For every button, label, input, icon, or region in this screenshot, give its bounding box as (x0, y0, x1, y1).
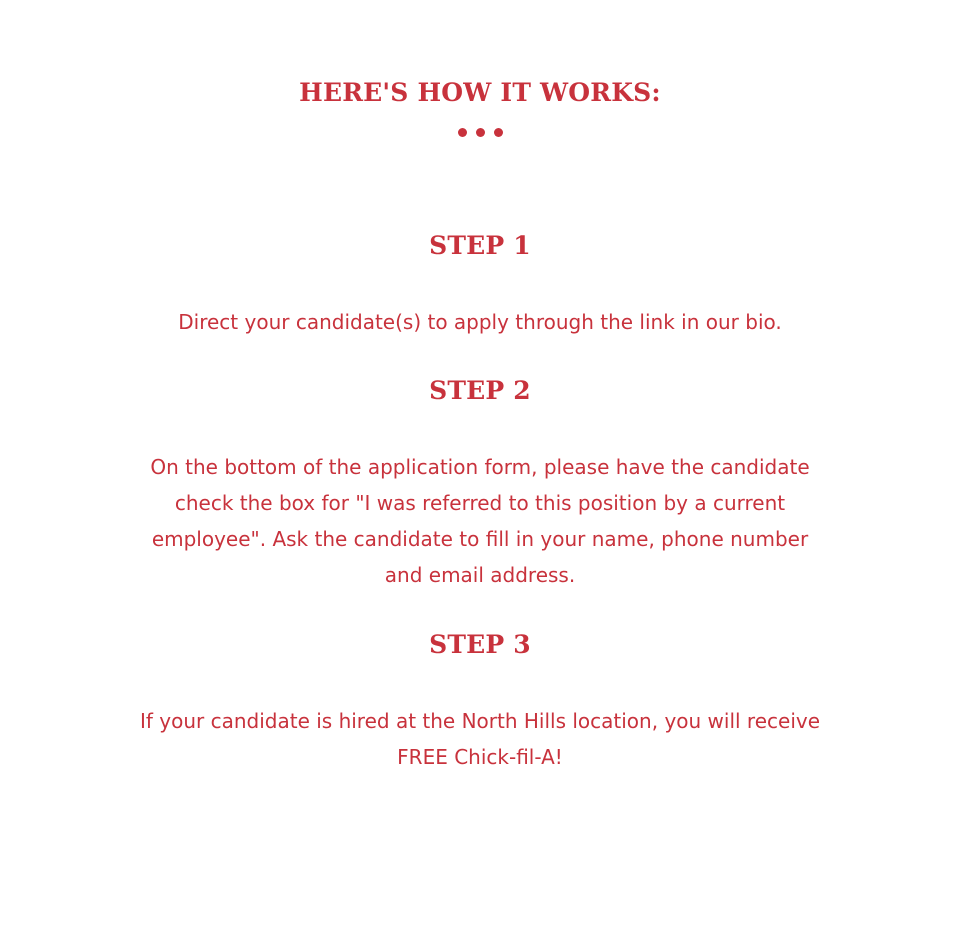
dot-icon (458, 128, 467, 137)
page-title: HERE'S HOW IT WORKS: (299, 78, 661, 107)
step-2-line: and email address. (384, 563, 576, 587)
step-1-title: STEP 1 (429, 231, 531, 260)
step-3-text (60, 703, 900, 775)
step-2-title: STEP 2 (429, 376, 531, 405)
step-2-line: check the box for "I was referred to this position by a current (174, 491, 786, 515)
step-2-line: employee". Ask the candidate to fill in your name, phone number (151, 527, 809, 551)
three-dots-icon (0, 128, 960, 137)
dot-icon (476, 128, 485, 137)
step-2-line: On the bottom of the application form, please have the candidate (150, 455, 810, 479)
step-2-text (80, 449, 880, 593)
dot-icon (494, 128, 503, 137)
step-1-text (80, 304, 880, 340)
step-3-line: If your candidate is hired at the North Hills location, you will receive (139, 709, 821, 733)
step-3-line: FREE Chick-fil-A! (397, 745, 563, 769)
step-3-title: STEP 3 (429, 630, 531, 659)
step-1-line: Direct your candidate(s) to apply through the link in our bio. (178, 310, 782, 334)
